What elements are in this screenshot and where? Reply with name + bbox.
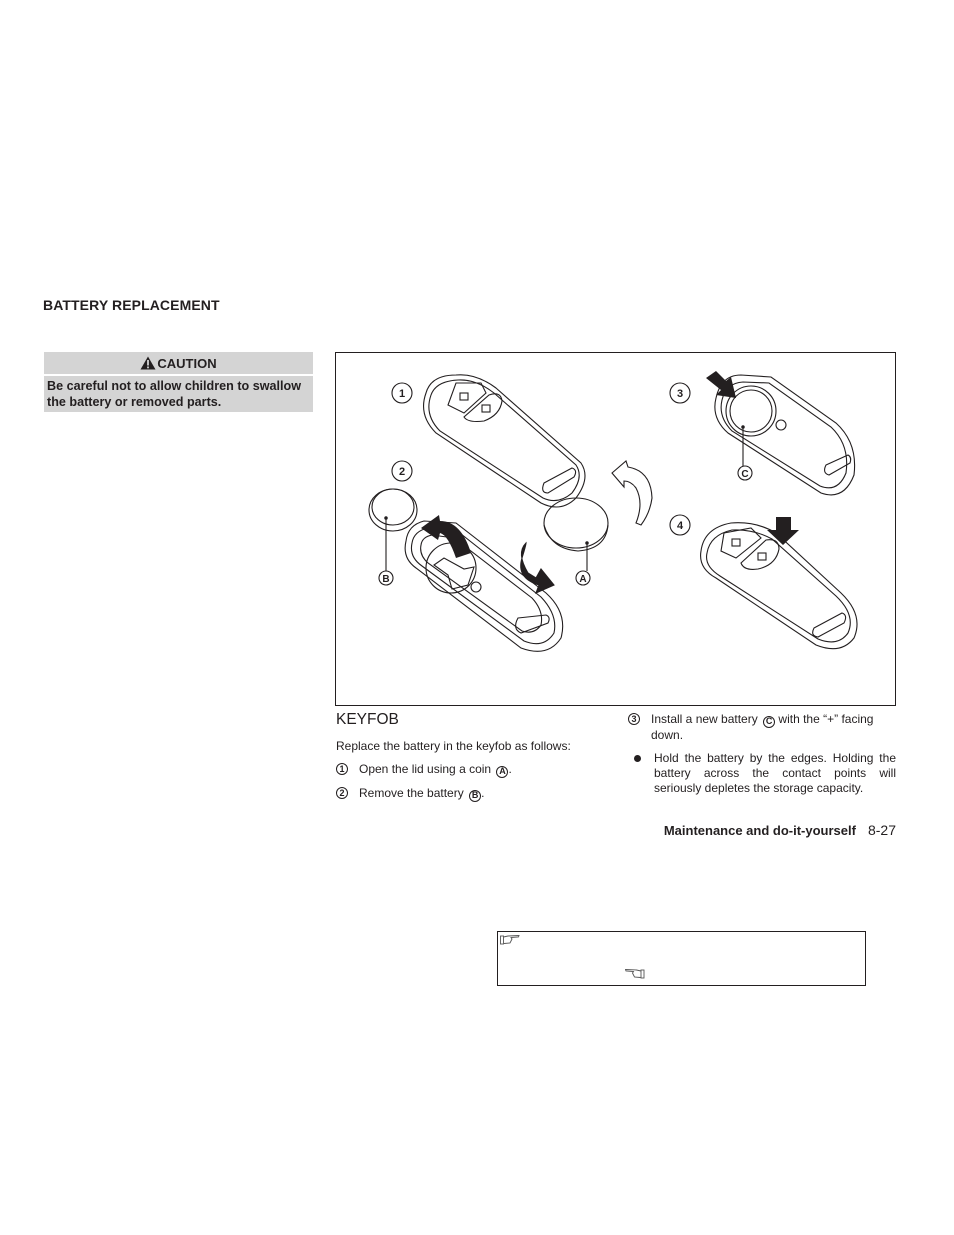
step-text: Remove the battery B . [359,786,485,800]
svg-text:B: B [382,574,390,585]
keyfob-intro: Replace the battery in the keyfob as follows: [336,739,571,753]
step-number: 3 [628,713,640,725]
keyfob-closed-bottom [701,523,857,649]
pointing-hand-left-icon[interactable] [625,968,645,979]
navigation-box [497,931,866,986]
section-heading: BATTERY REPLACEMENT [43,297,220,313]
page-number: 8-27 [867,822,896,838]
svg-text:3: 3 [676,388,684,400]
battery-handling-note [628,751,896,796]
keyfob-heading: KEYFOB [336,711,399,728]
warning-triangle-icon [140,356,156,370]
battery-b [369,489,417,585]
svg-text:2: 2 [398,466,406,478]
down-arrow-icon [767,517,799,545]
coin-a [544,498,608,585]
step-3 [628,712,896,743]
step-number: 1 [336,763,348,775]
bullet-icon [634,755,641,762]
note-text: Hold the battery by the edges. Holding the battery across the contact points will seriously depletes the storage capacity. [654,751,896,795]
step-marker-1 [392,383,412,403]
step-marker-2 [392,461,412,481]
pointing-hand-right-icon[interactable] [500,934,520,945]
footer-section-title: Maintenance and do-it-yourself [663,823,856,838]
step-number: 2 [336,787,348,799]
step-1 [336,762,512,778]
callout-ref: C [763,716,775,728]
step-text: Open the lid using a coin A . [359,762,512,776]
rotate-arrow-outline-icon [612,461,652,525]
keyfob-install-battery [715,375,855,495]
callout-ref: B [469,790,481,802]
callout-ref: A [496,766,508,778]
keyfob-closed-top [424,375,585,507]
svg-text:C: C [741,469,749,480]
step-marker-3 [670,383,690,403]
svg-text:4: 4 [676,520,684,532]
keyfob-illustration [335,352,896,706]
caution-text: Be careful not to allow children to swallow the battery or removed parts. [44,376,313,412]
svg-text:A: A [579,574,587,585]
svg-text:1: 1 [398,388,406,400]
down-right-arrow-icon [706,371,736,398]
caution-header [44,352,313,374]
step-text: Install a new battery C with the “+” facing down. [651,712,874,742]
caution-title: CAUTION [157,355,217,371]
page-footer [638,822,896,838]
step-marker-4 [670,515,690,535]
step-2 [336,786,484,802]
